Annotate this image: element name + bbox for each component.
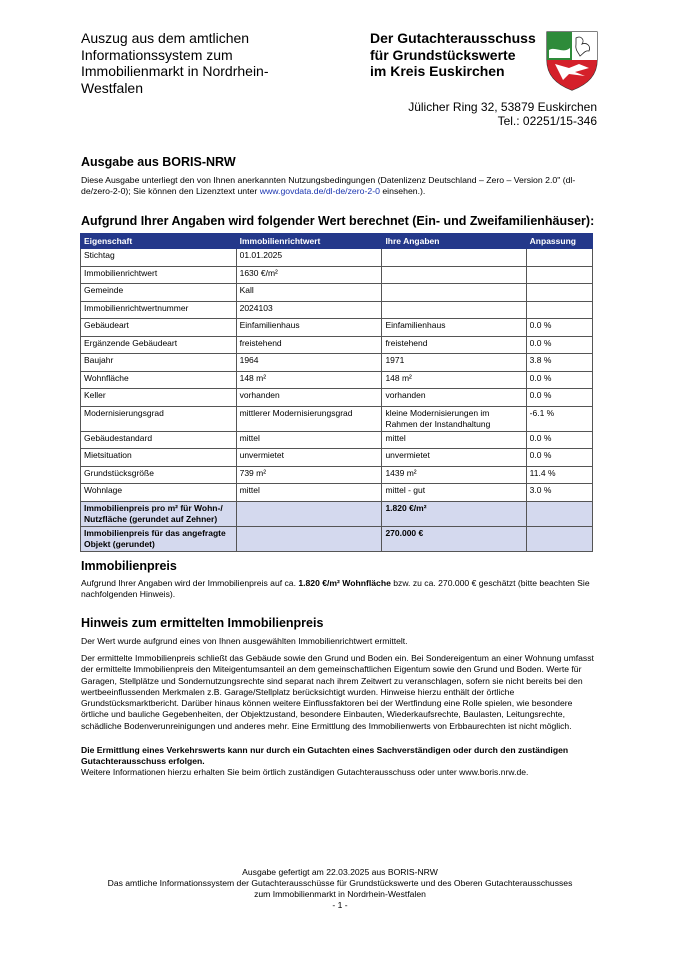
header-right-line: im Kreis Euskirchen bbox=[370, 63, 505, 79]
footer-line: Ausgabe gefertigt am 22.03.2025 aus BORIS-NRW bbox=[242, 867, 438, 877]
table-row bbox=[81, 449, 593, 467]
page-number: - 1 - bbox=[332, 900, 348, 910]
table-cell: 0.0 % bbox=[526, 389, 592, 407]
table-row bbox=[81, 319, 593, 337]
nrw-coat-of-arms-icon bbox=[545, 30, 599, 92]
table-header-row bbox=[81, 234, 593, 249]
table-cell: unvermietet bbox=[382, 449, 526, 467]
table-cell: Wohnfläche bbox=[81, 371, 237, 389]
boris-license-text bbox=[81, 175, 596, 197]
table-cell: Mietsituation bbox=[81, 449, 237, 467]
footer-line: zum Immobilienmarkt in Nordrhein-Westfalen bbox=[254, 889, 426, 899]
table-cell: Modernisierungsgrad bbox=[81, 406, 237, 431]
table-cell: 1971 bbox=[382, 354, 526, 372]
table-cell: 0.0 % bbox=[526, 371, 592, 389]
table-cell: 01.01.2025 bbox=[236, 249, 382, 267]
table-row bbox=[81, 336, 593, 354]
table-row bbox=[81, 484, 593, 502]
table-cell: 1439 m² bbox=[382, 466, 526, 484]
table-cell: 148 m² bbox=[236, 371, 382, 389]
table-cell bbox=[382, 301, 526, 319]
table-cell: vorhanden bbox=[382, 389, 526, 407]
price-section-title: Immobilienpreis bbox=[81, 559, 177, 573]
table-row bbox=[81, 431, 593, 449]
table-cell: mittel - gut bbox=[382, 484, 526, 502]
table-row bbox=[81, 389, 593, 407]
table-cell bbox=[526, 249, 592, 267]
table-cell bbox=[382, 249, 526, 267]
column-header: Eigenschaft bbox=[81, 234, 237, 249]
table-cell: Kall bbox=[236, 284, 382, 302]
table-cell bbox=[526, 266, 592, 284]
table-cell: Keller bbox=[81, 389, 237, 407]
table-cell: freistehend bbox=[382, 336, 526, 354]
table-row bbox=[81, 466, 593, 484]
summary-row bbox=[81, 501, 593, 526]
table-row bbox=[81, 406, 593, 431]
hint-bold-note: Die Ermittlung eines Verkehrswerts kann nur durch ein Gutachten eines Sachverständigen oder durch den zuständigen Gutachterausschuss erfolgen. bbox=[81, 745, 569, 767]
hint-section-title: Hinweis zum ermittelten Immobilienpreis bbox=[81, 616, 324, 630]
column-header: Anpassung bbox=[526, 234, 592, 249]
address-block bbox=[408, 100, 597, 128]
header-left-line: Informationssystem zum bbox=[81, 46, 233, 63]
table-cell: Gebäudestandard bbox=[81, 431, 237, 449]
summary-row bbox=[81, 526, 593, 551]
summary-cell bbox=[236, 526, 382, 551]
price-text-part: Aufgrund Ihrer Angaben wird der Immobilienpreis auf ca. bbox=[81, 578, 299, 588]
price-text-part: bzw. zu ca. 270.000 € geschätzt (bitte beachten Sie nachfolgenden Hinweis). bbox=[81, 578, 590, 600]
table-cell: 739 m² bbox=[236, 466, 382, 484]
table-cell bbox=[526, 301, 592, 319]
value-table bbox=[80, 233, 593, 552]
table-cell: Ergänzende Gebäudeart bbox=[81, 336, 237, 354]
header-right-line: für Grundstückswerte bbox=[370, 46, 516, 63]
table-cell: Grundstücksgröße bbox=[81, 466, 237, 484]
column-header: Immobilienrichtwert bbox=[236, 234, 382, 249]
license-text-before: Diese Ausgabe unterliegt den von Ihnen anerkannten Nutzungsbedingungen (Datenlizenz Deutschland – Zero – Version 2.0" (dl-de/zero-2-0); Sie können den Lizenztext unter bbox=[81, 175, 576, 196]
price-text bbox=[81, 578, 596, 601]
table-cell: 0.0 % bbox=[526, 449, 592, 467]
summary-cell: Immobilienpreis für das angefragte Objekt (gerundet) bbox=[81, 526, 237, 551]
header-left-line: Auszug aus dem amtlichen bbox=[81, 30, 250, 46]
table-row bbox=[81, 249, 593, 267]
table-cell: mittel bbox=[382, 431, 526, 449]
calc-section-title: Aufgrund Ihrer Angaben wird folgender Wert berechnet (Ein- und Zweifamilienhäuser): bbox=[81, 214, 595, 228]
footer-line: Das amtliche Informationssystem der Gutachterausschüsse für Grundstückswerte und des Oberen Gutachterausschusses bbox=[107, 878, 573, 888]
hint-paragraph: Der ermittelte Immobilienpreis schließt das Gebäude sowie den Grund und Boden ein. Bei Sondereigentum an einer Wohnung umfasst der ermittelte Immobilienpreis den Miteigentumsanteil an dem gemeinschaftlichen Eigentum sowie den Grund und Boden. Werte für Garagen, Stellplätze und Sondernutzungsrechte sind separat nach ihrem Zeitwert zu veranschlagen, sofern sie nicht bereits bei den wertbeeinflussenden Merkmalen z.B. Garage/Stellplatz berücksichtigt wurden. Hinweise hierzu enthält der örtliche Grundstücksmarktbericht. Darüber hinaus können weitere Einflussfaktoren bei der Wertfindung eine Rolle spielen, wie besondere örtliche und bauliche Gegebenheiten, der Objektzustand, besondere Einbauten, Wiederkaufsrechte, Baulasten, Leitungsrechte, schädliche Bodenverunreinigungen und anderes mehr. Eine Ermittlung des Immobilienwerts von Erbbaurechten ist nicht möglich. bbox=[81, 653, 594, 731]
table-cell: unvermietet bbox=[236, 449, 382, 467]
table-cell: mittel bbox=[236, 431, 382, 449]
table-cell: 11.4 % bbox=[526, 466, 592, 484]
table-cell: Einfamilienhaus bbox=[382, 319, 526, 337]
table-cell: freistehend bbox=[236, 336, 382, 354]
table-cell: 1630 €/m² bbox=[236, 266, 382, 284]
table-cell: mittel bbox=[236, 484, 382, 502]
table-cell: 3.0 % bbox=[526, 484, 592, 502]
summary-cell bbox=[526, 501, 592, 526]
table-cell: mittlerer Modernisierungsgrad bbox=[236, 406, 382, 431]
summary-cell: 270.000 € bbox=[382, 526, 526, 551]
table-cell bbox=[382, 284, 526, 302]
header-right-line: Der Gutachterausschuss bbox=[370, 30, 536, 46]
table-row bbox=[81, 284, 593, 302]
header-right-title bbox=[370, 30, 540, 80]
table-cell: 0.0 % bbox=[526, 319, 592, 337]
table-cell: Immobilienrichtwertnummer bbox=[81, 301, 237, 319]
table-cell: Baujahr bbox=[81, 354, 237, 372]
table-cell: vorhanden bbox=[236, 389, 382, 407]
price-text-bold: 1.820 €/m² Wohnfläche bbox=[298, 578, 391, 588]
boris-section-title: Ausgabe aus BORIS-NRW bbox=[81, 155, 236, 169]
table-cell: -6.1 % bbox=[526, 406, 592, 431]
table-cell: 1964 bbox=[236, 354, 382, 372]
table-cell: Wohnlage bbox=[81, 484, 237, 502]
header-left-title bbox=[81, 30, 301, 96]
table-cell: 2024103 bbox=[236, 301, 382, 319]
summary-cell bbox=[526, 526, 592, 551]
table-cell: Gemeinde bbox=[81, 284, 237, 302]
header-left-line: Immobilienmarkt in Nordrhein- bbox=[81, 63, 269, 79]
license-link[interactable]: www.govdata.de/dl-de/zero-2-0 bbox=[259, 186, 380, 196]
table-cell: Einfamilienhaus bbox=[236, 319, 382, 337]
table-row bbox=[81, 371, 593, 389]
table-cell: Stichtag bbox=[81, 249, 237, 267]
table-cell: 0.0 % bbox=[526, 431, 592, 449]
address-street: Jülicher Ring 32, 53879 Euskirchen bbox=[408, 100, 597, 114]
table-cell: kleine Modernisierungen im Rahmen der Instandhaltung bbox=[382, 406, 526, 431]
hint-paragraph: Weitere Informationen hierzu erhalten Sie beim örtlich zuständigen Gutachterausschuss oder unter www.boris.nrw.de. bbox=[81, 767, 529, 777]
table-row bbox=[81, 301, 593, 319]
table-cell: Immobilienrichtwert bbox=[81, 266, 237, 284]
summary-cell: Immobilienpreis pro m² für Wohn-/ Nutzfläche (gerundet auf Zehner) bbox=[81, 501, 237, 526]
table-cell: 0.0 % bbox=[526, 336, 592, 354]
hint-paragraph: Der Wert wurde aufgrund eines von Ihnen ausgewählten Immobilienrichtwert ermittelt. bbox=[81, 636, 408, 646]
table-row bbox=[81, 354, 593, 372]
summary-cell: 1.820 €/m² bbox=[382, 501, 526, 526]
column-header: Ihre Angaben bbox=[382, 234, 526, 249]
table-cell bbox=[526, 284, 592, 302]
table-cell: 148 m² bbox=[382, 371, 526, 389]
table-row bbox=[81, 266, 593, 284]
header-left-line: Westfalen bbox=[81, 79, 143, 96]
table-cell: Gebäudeart bbox=[81, 319, 237, 337]
page-footer bbox=[80, 867, 600, 911]
license-text-after: einsehen.). bbox=[379, 186, 426, 196]
table-cell bbox=[382, 266, 526, 284]
table-cell: 3.8 % bbox=[526, 354, 592, 372]
address-phone: Tel.: 02251/15-346 bbox=[497, 114, 597, 128]
summary-cell bbox=[236, 501, 382, 526]
